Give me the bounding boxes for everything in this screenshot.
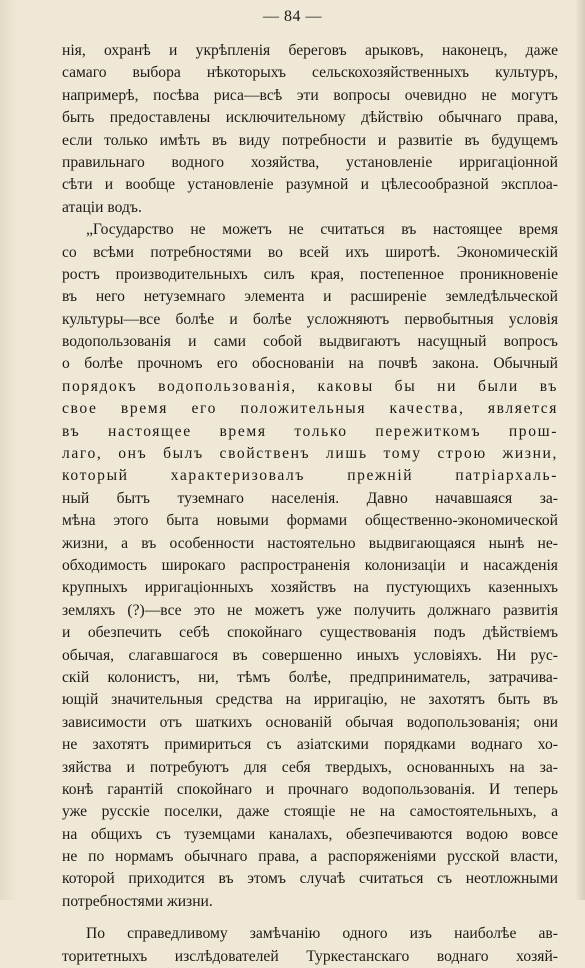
text-line: торитетныхъ изслѣдователей Туркестанскаго воднаго хозяй- [62, 947, 558, 965]
text-line: мѣна этого быта новыми формами общественно-экономической [62, 512, 558, 530]
text-line: въ настоящее время только пережиткомъ прош- [62, 422, 558, 440]
text-line: потребностями жизни. [62, 892, 213, 910]
text-line: правильнаго водного хозяйства, установленіе ирригаціонной [62, 153, 558, 171]
text-line: ющій значительныя средства на ирригацію, не захотятъ быть въ [62, 691, 558, 709]
text-line: ростъ производительныхъ силъ края, постепенное проникновеніе [62, 265, 558, 283]
text-line: жизни, а въ особенности настоятельно выдвигающаяся нынѣ не- [62, 534, 558, 552]
text-line: не по нормамъ обычнаго права, а распоряженіями русской власти, [62, 848, 558, 866]
text-line: обходимость широкаго распространенія колонизаціи и насажденія [62, 556, 558, 574]
page-number: — 84 — [263, 8, 322, 25]
text-line: и обезпечить себѣ спокойнаго существованія подъ дѣйствіемъ [62, 624, 558, 642]
text-line: свое время его положительныя качества, является [62, 400, 558, 418]
text-line: порядокъ водопользованія, каковы бы ни были въ [62, 377, 558, 395]
text-line: „Государство не можетъ не считаться въ настоящее время [86, 221, 558, 239]
text-line: которой приходится въ этомъ случаѣ считаться съ неотложными [62, 870, 558, 888]
text-line: быть предоставлены исключительному дѣйствію обычнаго права, [62, 109, 558, 127]
text-line: земляхъ (?)—все это не можетъ уже получить должнаго развитія [62, 601, 558, 619]
body-text [62, 40, 558, 968]
text-line: атаціи водъ. [62, 198, 142, 216]
text-line: водопользованія и сами собой выдвигаютъ насущный вопросъ [62, 333, 558, 351]
text-line: культуры—все болѣе и болѣе усложняютъ первобытныя условія [62, 310, 558, 328]
text-line: крупныхъ ирригаціонныхъ хозяйствъ на пустующихъ казенныхъ [62, 579, 558, 597]
text-line: сѣти и вообще установленіе разумной и цѣлесообразной эксплоа- [62, 176, 558, 194]
text-line: на общихъ съ туземцами каналахъ, обезпечиваются водою вовсе [62, 825, 558, 843]
text-line: скій колонистъ, ни, тѣмъ болѣе, предприниматель, затрачива- [62, 668, 558, 686]
paragraph-gap [62, 913, 558, 923]
text-line: со всѣми потребностями во всей ихъ широтѣ. Экономическій [62, 243, 558, 261]
text-line: самаго выбора нѣкоторыхъ сельскохозяйственныхъ культуръ, [62, 64, 558, 82]
text-line: о болѣе прочномъ его обоснованіи на почвѣ закона. Обычный [62, 355, 558, 373]
text-line: лаго, онъ былъ свойственъ лишь тому строю жизни, [62, 445, 558, 463]
text-line: если только имѣть въ виду потребности и развитіе въ будущемъ [62, 131, 558, 149]
text-line: ный бытъ туземнаго населенія. Давно начавшаяся за- [62, 489, 558, 507]
text-line: въ него нетуземнаго элемента и расширеніе земледѣльческой [62, 288, 558, 306]
text-line: обычая, слагавшагося въ совершенно иныхъ условіяхъ. Ни рус- [62, 646, 558, 664]
text-line: зависимости отъ шаткихъ основаній обычая водопользованія; они [62, 713, 558, 731]
text-line: который характеризовалъ прежній патріархаль- [62, 467, 558, 485]
text-line: нія, охранѣ и укрѣпленія береговъ арыковъ, наконецъ, даже [62, 42, 558, 59]
text-line: По справедливому замѣчанію одного изъ наиболѣе ав- [86, 925, 558, 943]
text-line: напримерѣ, посѣва риса—всѣ эти вопросы очевидно не могутъ [62, 86, 558, 104]
text-line: зяйства и потребуютъ для себя твердыхъ, основанныхъ на за- [62, 758, 558, 776]
text-line: конѣ гарантій спокойнаго и прочнаго водопользованія. И теперь [62, 780, 558, 798]
text-line: не захотятъ примириться съ азіатскими порядками воднаго хо- [62, 736, 558, 754]
text-line: уже русскіе поселки, даже стоящіе не на самостоятельныхъ, а [62, 803, 558, 821]
